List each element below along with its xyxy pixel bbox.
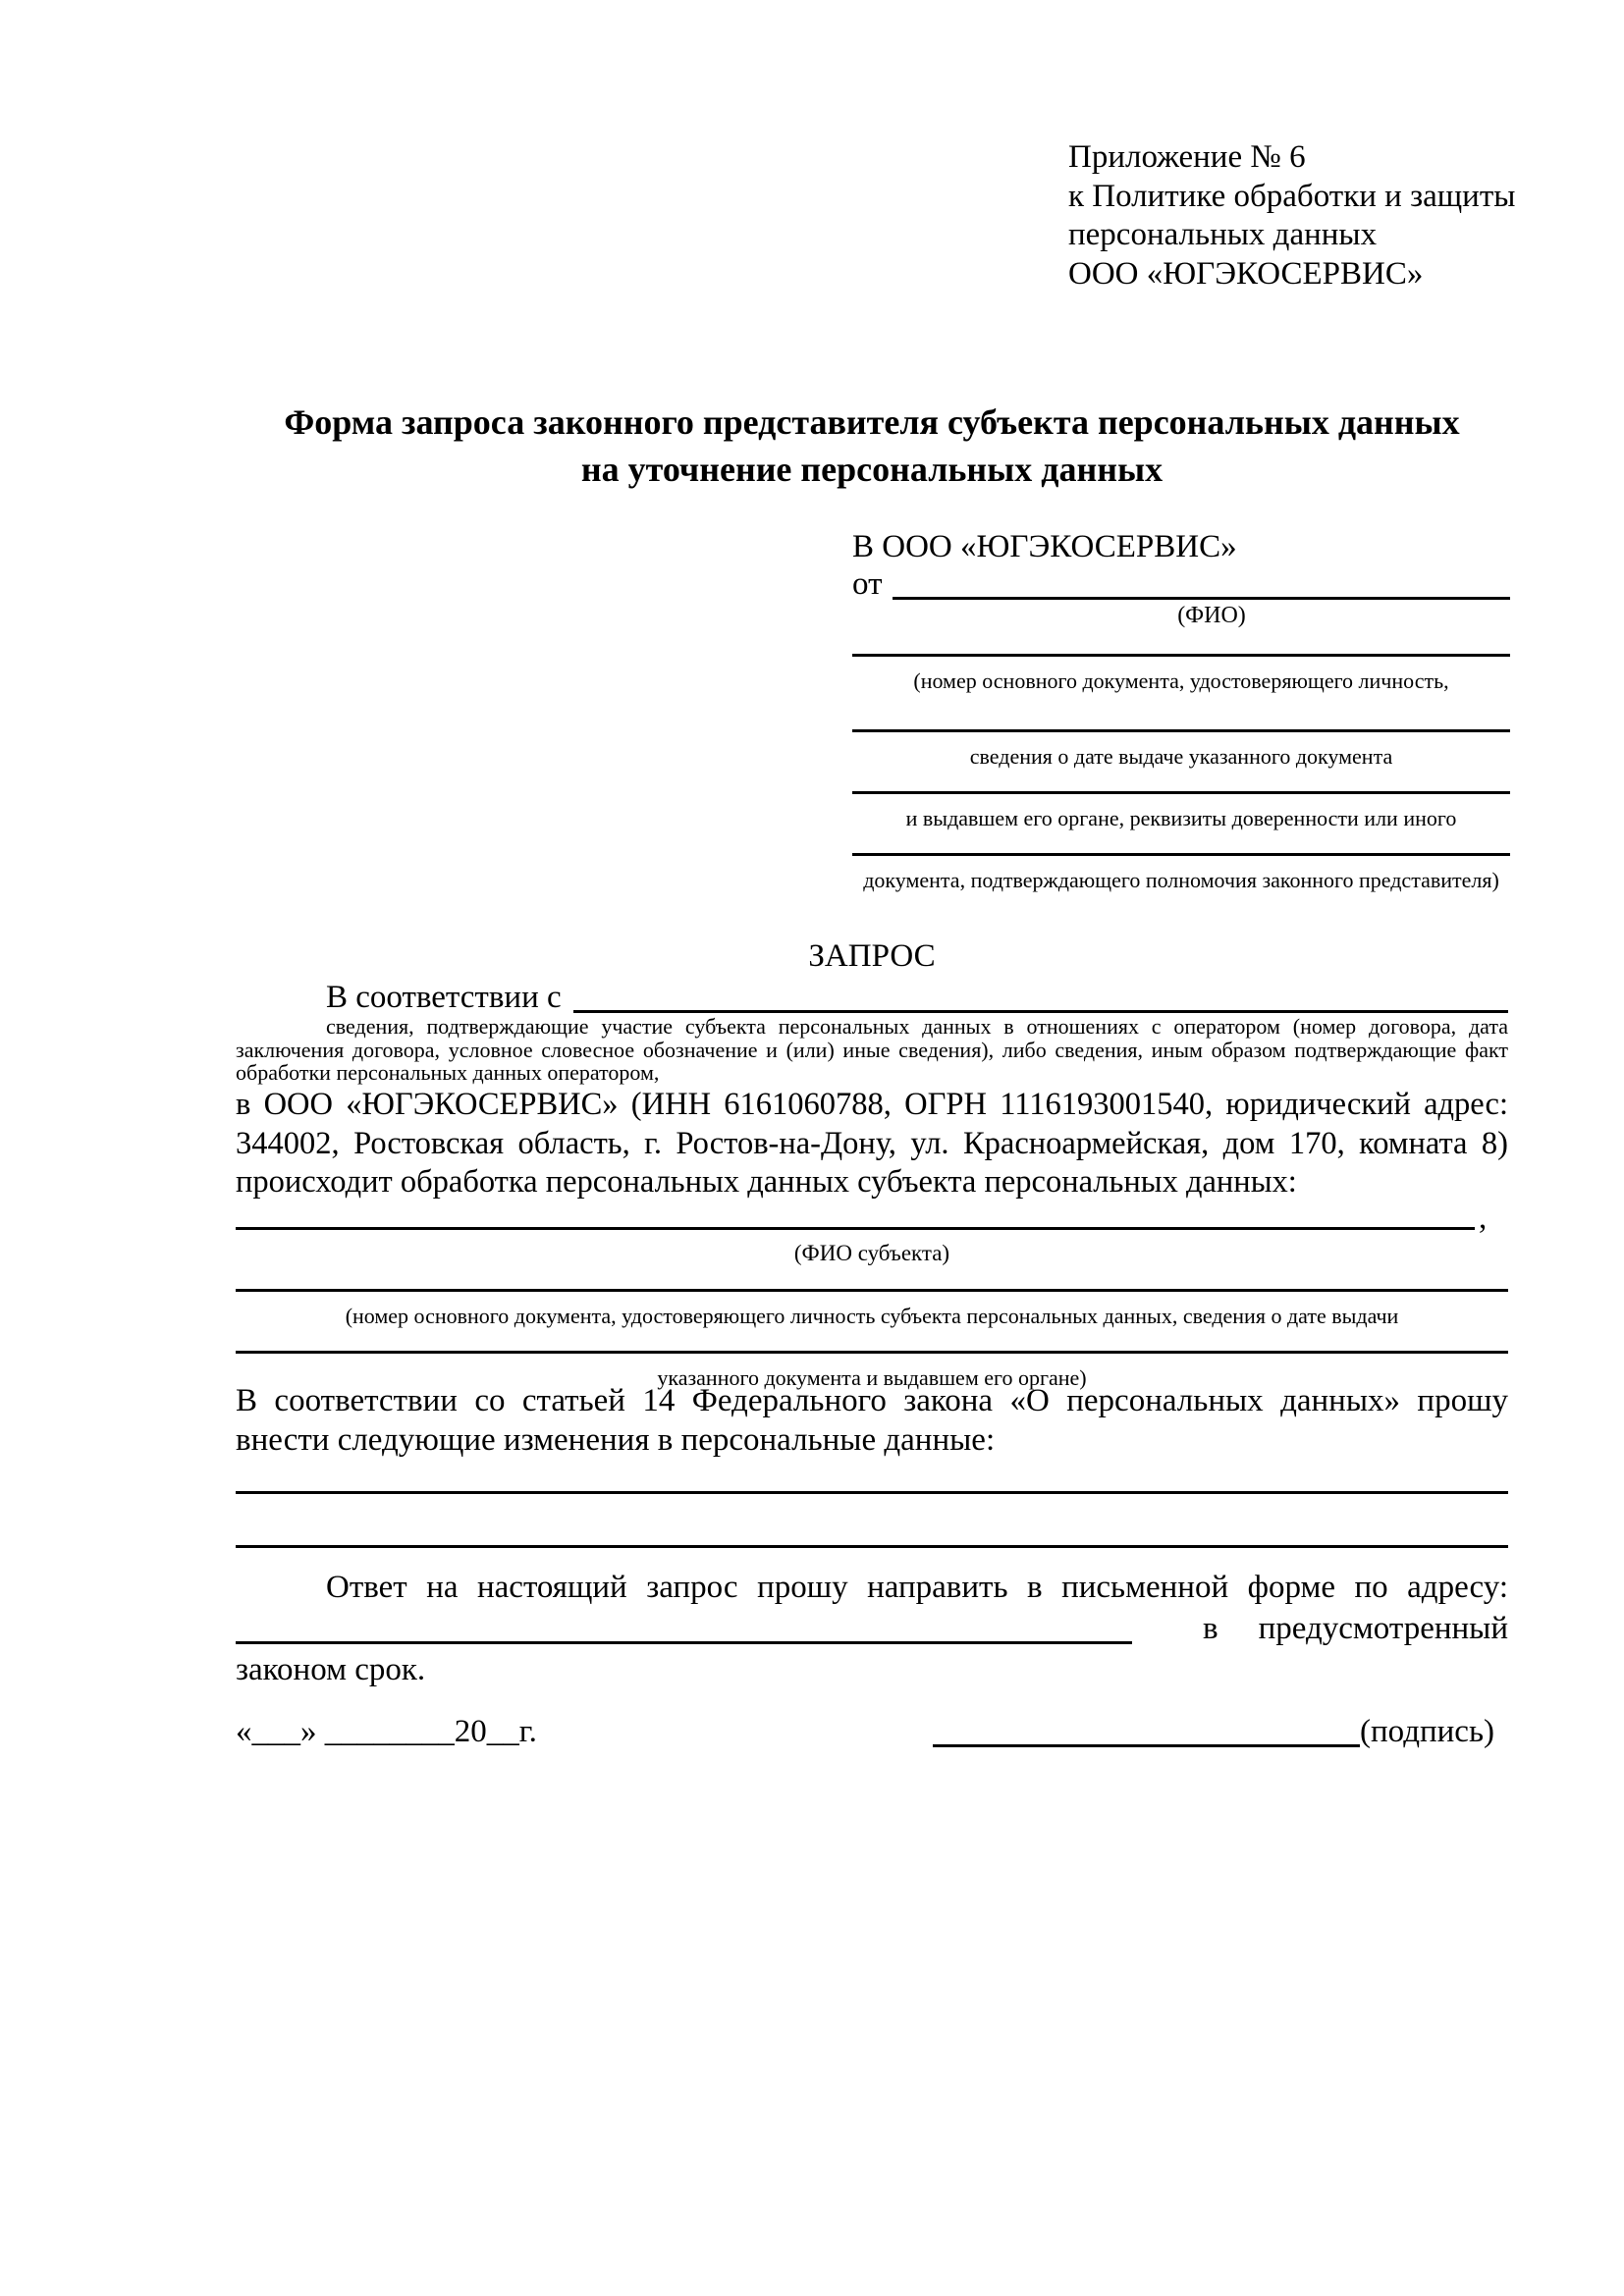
caption-doc-authority: документа, подтверждающего полномочия законного представителя) [863,868,1499,892]
law-line: внести следующие изменения в персональные данные: [236,1421,996,1458]
date-line: «___» ________20__г. [236,1714,537,1749]
signature-caption: (подпись) [1360,1714,1494,1749]
form-title [236,399,1508,493]
fineprint-line: обработки персональных данных оператором, [236,1060,660,1085]
from-label: от [852,566,883,602]
fill-line-fio [893,597,1511,600]
caption-subject-doc1: (номер основного документа, удостоверяющего личность субъекта персональных данных, сведения о дате выдачи [345,1304,1399,1328]
fineprint-block [236,1015,1508,1085]
from-row [852,565,1510,605]
appendix-line: персональных данных [1068,217,1378,252]
fill-line-doc-issuer [852,791,1510,794]
reply-word-pred: предусмотренный [1258,1611,1508,1646]
addressee-org: В ООО «ЮГЭКОСЕРВИС» [852,529,1237,564]
intro-row [236,979,1508,1018]
caption-subject-doc2: указанного документа и выдавшем его органе) [657,1365,1087,1390]
fill-line-changes1 [236,1491,1508,1494]
law-line: В соответствии со статьей 14 Федерального закона «О персональных данных» прошу [236,1383,1508,1418]
caption-subject-fio: (ФИО субъекта) [793,1241,950,1265]
operator-paragraph [236,1086,1508,1202]
fill-line-subject-doc1 [236,1289,1508,1292]
fill-line-doc-number [852,654,1510,657]
intro-prefix: В соответствии с [326,980,562,1015]
appendix-line: к Политике обработки и защиты [1068,178,1516,214]
appendix-line: ООО «ЮГЭКОСЕРВИС» [1068,255,1424,292]
appendix-line: Приложение № 6 [1068,139,1306,175]
law-paragraph [236,1382,1508,1460]
form-title-line2: на уточнение персональных данных [580,450,1164,489]
fill-line-doc-authority [852,853,1510,856]
signature-row [933,1713,1494,1752]
request-heading: ЗАПРОС [808,938,936,974]
fill-line-changes2 [236,1545,1508,1548]
caption-doc-number: (номер основного документа, удостоверяющего личность, [913,668,1449,693]
fio-caption: (ФИО) [1177,603,1246,628]
fill-line-address [236,1641,1132,1644]
fill-line-signature [933,1744,1360,1747]
appendix-block [1068,138,1515,294]
operator-line: 344002, Ростовская область, г. Ростов-на-Дону, ул. Красноармейская, дом 170, комната 8) [236,1125,1508,1161]
operator-line: в ООО «ЮГЭКОСЕРВИС» (ИНН 6161060788, ОГРН 1116193001540, юридический адрес: [236,1087,1508,1122]
fill-line-basis [573,1010,1508,1013]
caption-doc-date: сведения о дате выдаче указанного документа [969,744,1393,769]
reply-line3: законом срок. [236,1652,426,1687]
reply-line1: Ответ на настоящий запрос прошу направить в письменной форме по адресу: [326,1570,1508,1605]
reply-word-v: в [1203,1611,1218,1646]
fill-line-subject-fio [236,1227,1475,1230]
trailing-comma: , [1479,1201,1488,1236]
operator-line: происходит обработка персональных данных субъекта персональных данных: [236,1164,1297,1200]
reply-line2 [236,1610,1508,1649]
fineprint-line: сведения, подтверждающие участие субъекта персональных данных в отношениях с оператором (номер договора, дата [326,1014,1508,1039]
fill-line-subject-doc2 [236,1351,1508,1354]
form-title-line1: Форма запроса законного представителя субъекта персональных данных [284,402,1460,442]
fineprint-line: заключения договора, условное словесное обозначение и (или) иные сведения), либо сведения, иным образом подтверждающие факт [236,1037,1508,1062]
fill-line-doc-date [852,729,1510,732]
caption-doc-issuer: и выдавшем его органе, реквизиты доверенности или иного [905,806,1457,830]
